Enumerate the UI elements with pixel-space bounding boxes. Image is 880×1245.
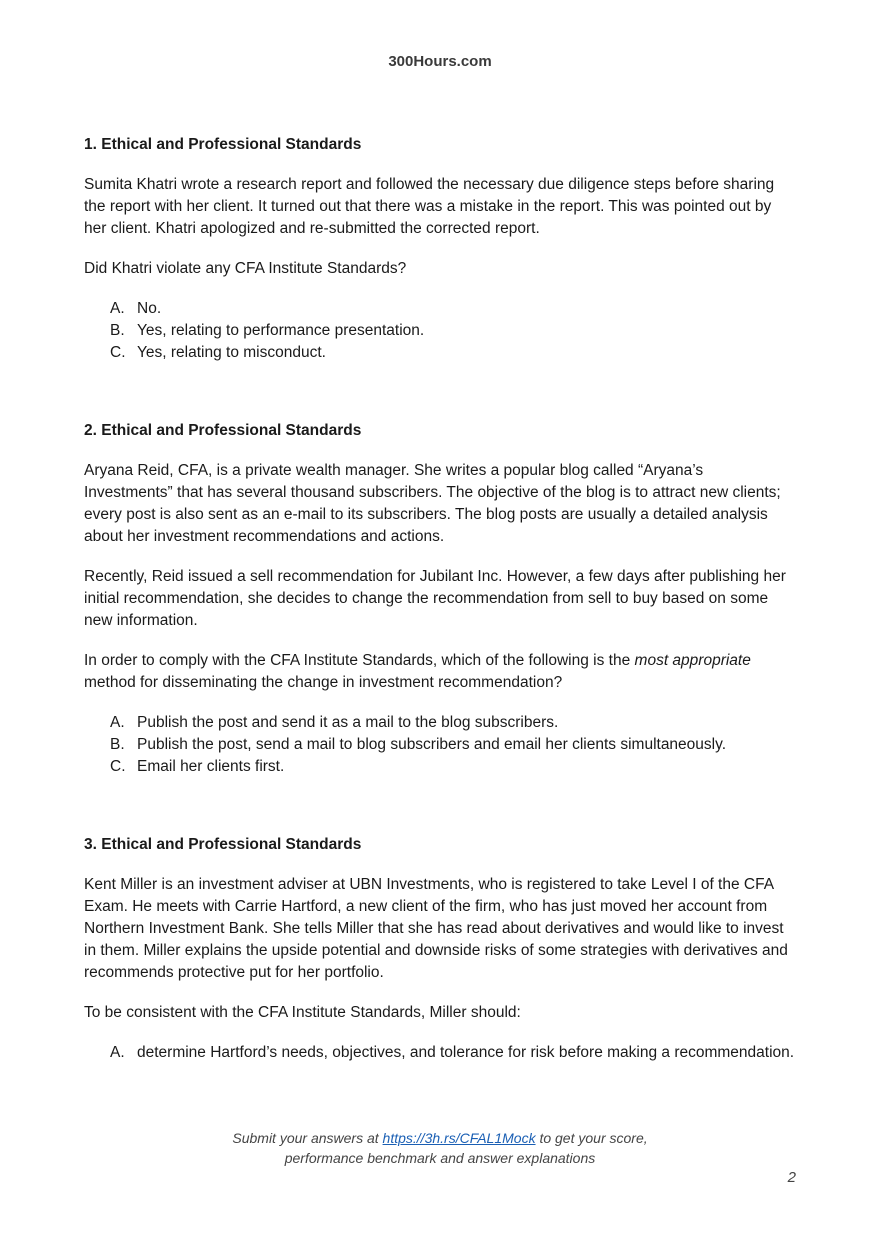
answer-option-b — [84, 734, 796, 756]
question-stem-continued: Recently, Reid issued a sell recommendation for Jubilant Inc. However, a few days after publishing her initial recommendation, she decides to change the recommendation from sell to buy based on some new information. — [84, 568, 786, 629]
footer-text-before: Submit your answers at — [232, 1130, 383, 1146]
prompt-text-before: In order to comply with the CFA Institute Standards, which of the following is the — [84, 652, 635, 669]
prompt-text-after: method for disseminating the change in investment recommendation? — [84, 674, 563, 691]
question-stem: Aryana Reid, CFA, is a private wealth manager. She writes a popular blog called “Aryana’s Investments” that has several thousand subscribers. The objective of the blog is to attract new clients; every post is also sent as an e-mail to its subscribers. The blog posts are usually a detailed analysis about her investment recommendations and actions. — [84, 462, 781, 545]
footer-text-after: to get your score, — [535, 1130, 648, 1146]
option-text: Yes, relating to performance presentation. — [137, 322, 425, 339]
footer-note — [0, 1128, 880, 1168]
option-text: No. — [137, 300, 162, 317]
site-header: 300Hours.com — [388, 53, 492, 70]
option-text: Publish the post, send a mail to blog subscribers and email her clients simultaneously. — [137, 736, 727, 753]
option-letter: A. — [110, 714, 125, 731]
page-content — [84, 134, 796, 1064]
answer-option-a — [84, 712, 796, 734]
option-letter: C. — [110, 758, 126, 775]
question-stem: Sumita Khatri wrote a research report and followed the necessary due diligence steps before sharing the report with her client. It turned out that there was a mistake in the report. This was pointed out by her client. Khatri apologized and re-submitted the corrected report. — [84, 176, 775, 237]
option-letter: B. — [110, 322, 125, 339]
page-number: 2 — [787, 1169, 796, 1186]
answer-options — [84, 712, 796, 778]
question-prompt — [84, 650, 796, 694]
footer-line-2: performance benchmark and answer explanations — [284, 1150, 596, 1166]
answer-option-a — [84, 298, 796, 320]
question-heading: 3. Ethical and Professional Standards — [84, 836, 362, 853]
option-letter: C. — [110, 344, 126, 361]
question-heading: 1. Ethical and Professional Standards — [84, 136, 362, 153]
question-heading: 2. Ethical and Professional Standards — [84, 422, 362, 439]
question-prompt: Did Khatri violate any CFA Institute Standards? — [84, 260, 407, 277]
option-text: Email her clients first. — [137, 758, 285, 775]
answer-options — [84, 298, 796, 364]
option-text: determine Hartford’s needs, objectives, and tolerance for risk before making a recommendation. — [137, 1044, 795, 1061]
footer-line-1 — [0, 1128, 880, 1148]
question-3 — [84, 834, 796, 1064]
option-text: Publish the post and send it as a mail to the blog subscribers. — [137, 714, 559, 731]
answer-option-a — [84, 1042, 796, 1064]
option-text: Yes, relating to misconduct. — [137, 344, 326, 361]
prompt-emphasis: most appropriate — [634, 652, 751, 669]
option-letter: A. — [110, 300, 125, 317]
option-letter: B. — [110, 736, 125, 753]
question-prompt: To be consistent with the CFA Institute Standards, Miller should: — [84, 1004, 521, 1021]
answer-option-b — [84, 320, 796, 342]
answer-options — [84, 1042, 796, 1064]
option-letter: A. — [110, 1044, 125, 1061]
question-stem: Kent Miller is an investment adviser at UBN Investments, who is registered to take Level I of the CFA Exam. He meets with Carrie Hartford, a new client of the firm, who has just moved her account from Northern Investment Bank. She tells Miller that she has read about derivatives and would like to invest in them. Miller explains the upside potential and downside risks of some strategies with derivatives and recommends protective put for her portfolio. — [84, 876, 788, 981]
answer-option-c — [84, 342, 796, 364]
question-2 — [84, 420, 796, 778]
question-1 — [84, 134, 796, 364]
submit-answers-link[interactable]: https://3h.rs/CFAL1Mock — [382, 1130, 536, 1146]
answer-option-c — [84, 756, 796, 778]
